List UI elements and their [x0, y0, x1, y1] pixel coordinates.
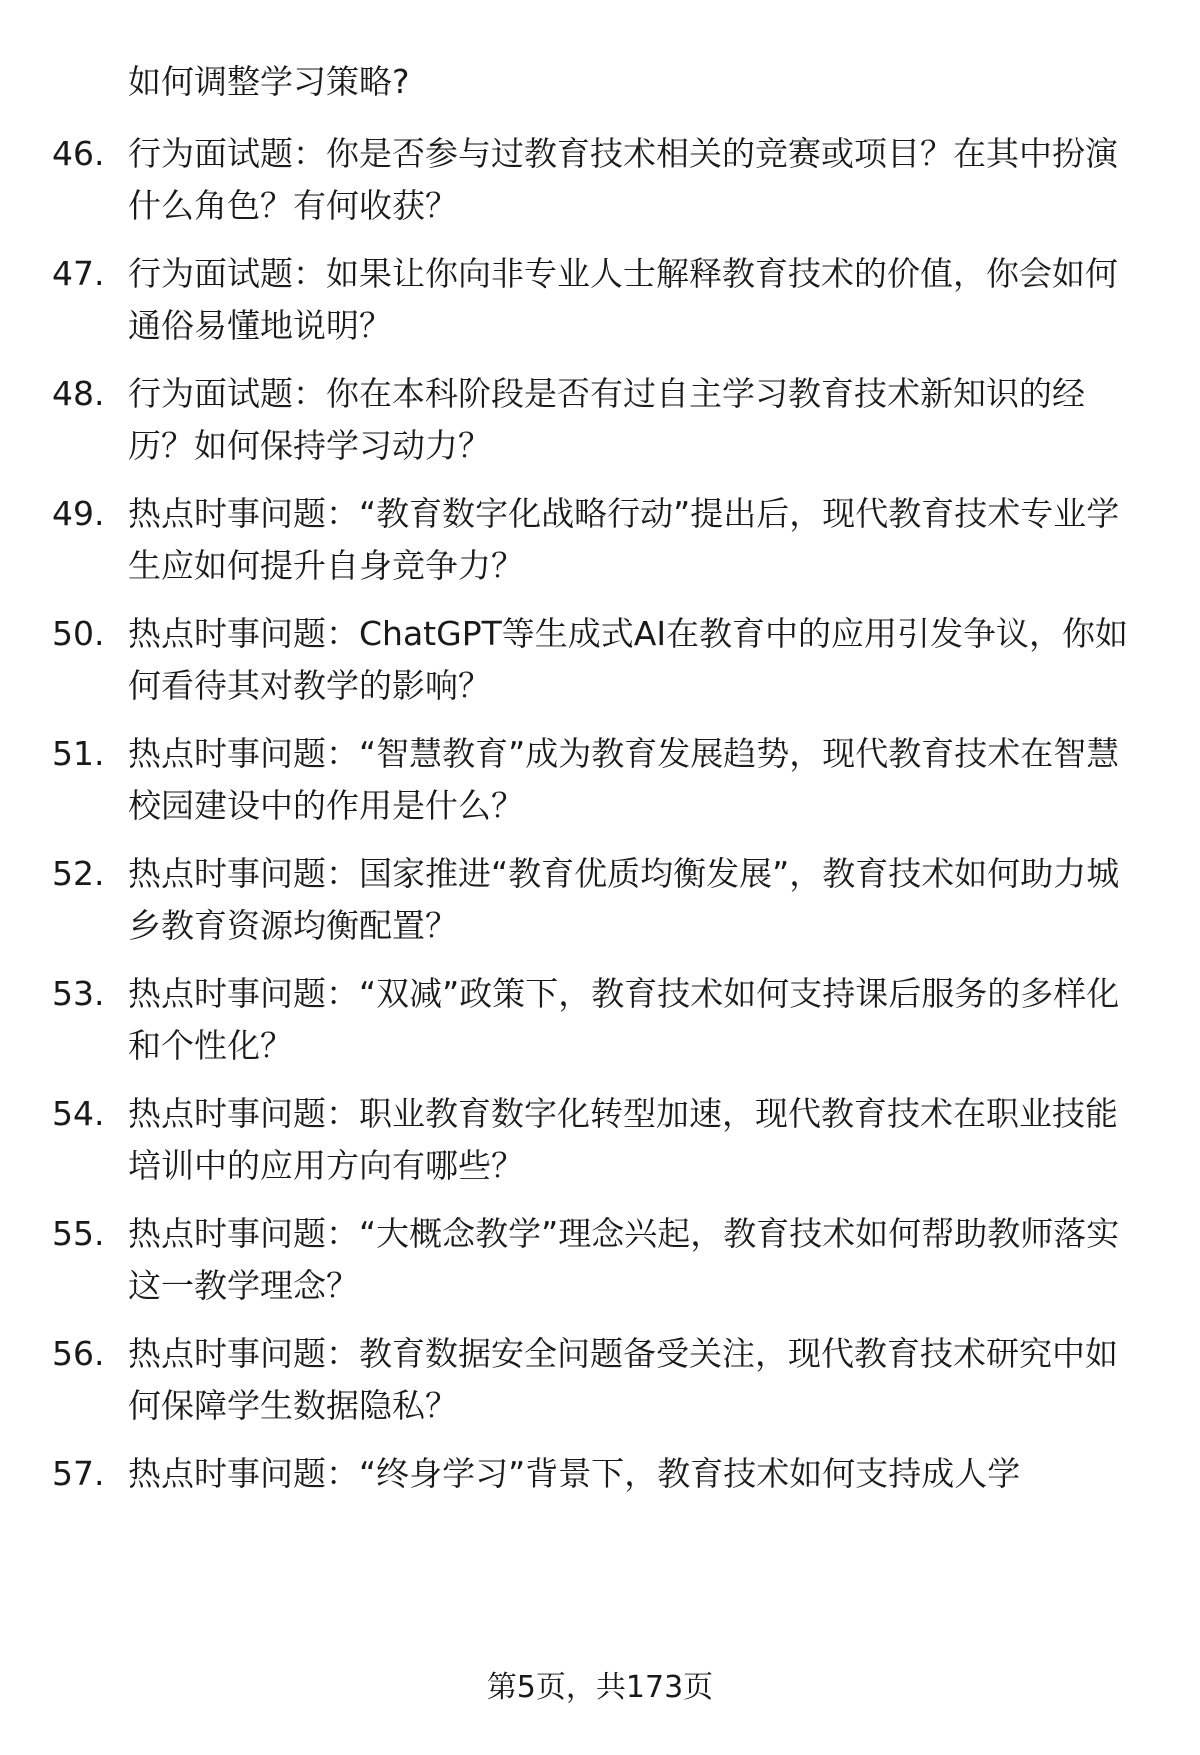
question-text: 热点时事问题：教育数据安全问题备受关注，现代教育技术研究中如何保障学生数据隐私？: [128, 1334, 1118, 1425]
question-text: 热点时事问题：“教育数字化战略行动”提出后，现代教育技术专业学生应如何提升自身竞争力？: [128, 494, 1120, 585]
question-item: [0, 1328, 1200, 1438]
question-item: [0, 1208, 1200, 1318]
question-number: 56.: [52, 1334, 105, 1373]
question-number: 49.: [52, 494, 105, 533]
question-text: 行为面试题：你在本科阶段是否有过自主学习教育技术新知识的经历？如何保持学习动力？: [128, 374, 1085, 465]
question-continuation-text: 如何调整学习策略?: [128, 62, 410, 101]
question-item: [0, 248, 1200, 358]
question-number: 55.: [52, 1214, 105, 1253]
question-item: [0, 128, 1200, 238]
question-text: 行为面试题：你是否参与过教育技术相关的竞赛或项目？在其中扮演什么角色？有何收获？: [128, 134, 1118, 225]
question-number: 54.: [52, 1094, 105, 1133]
question-item: [0, 848, 1200, 958]
question-item: [0, 1448, 1200, 1558]
question-text: 热点时事问题：职业教育数字化转型加速，现代教育技术在职业技能培训中的应用方向有哪些？: [128, 1094, 1118, 1185]
question-number: 57.: [52, 1454, 105, 1493]
question-text: 热点时事问题：国家推进“教育优质均衡发展”，教育技术如何助力城乡教育资源均衡配置？: [128, 854, 1120, 945]
question-text: 热点时事问题：“大概念教学”理念兴起，教育技术如何帮助教师落实这一教学理念？: [128, 1214, 1120, 1305]
question-item: [0, 488, 1200, 598]
question-text: 热点时事问题：ChatGPT等生成式AI在教育中的应用引发争议，你如何看待其对教学的影响？: [128, 614, 1129, 705]
question-number: 50.: [52, 614, 105, 653]
question-item: [0, 728, 1200, 838]
question-item: [0, 968, 1200, 1078]
question-text: 行为面试题：如果让你向非专业人士解释教育技术的价值，你会如何通俗易懂地说明？: [128, 254, 1118, 345]
question-item: [0, 1088, 1200, 1198]
question-number: 47.: [52, 254, 105, 293]
question-item: [0, 368, 1200, 478]
question-number: 46.: [52, 134, 105, 173]
page-number-footer: 第5页，共173页: [486, 1670, 714, 1705]
question-number: 52.: [52, 854, 105, 893]
question-number: 48.: [52, 374, 105, 413]
question-number: 53.: [52, 974, 105, 1013]
question-number: 51.: [52, 734, 105, 773]
question-text: 热点时事问题：“智慧教育”成为教育发展趋势，现代教育技术在智慧校园建设中的作用是什么？: [128, 734, 1120, 825]
question-text: 热点时事问题：“终身学习”背景下，教育技术如何支持成人学: [128, 1454, 1021, 1493]
question-item: [0, 608, 1200, 718]
question-text: 热点时事问题：“双减”政策下，教育技术如何支持课后服务的多样化和个性化？: [128, 974, 1120, 1065]
